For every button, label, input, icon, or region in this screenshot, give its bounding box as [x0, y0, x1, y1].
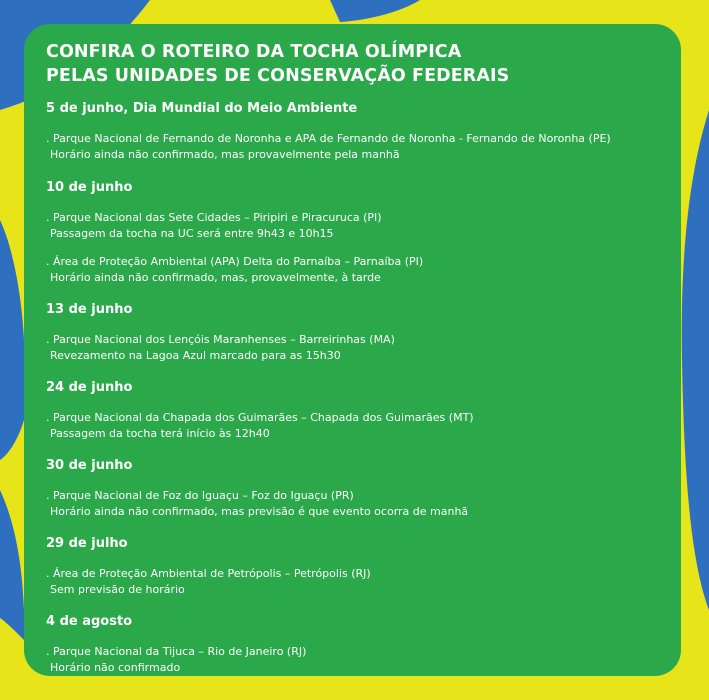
- list-item: [46, 410, 676, 442]
- section-date: 5 de junho, Dia Mundial do Meio Ambiente: [46, 101, 358, 116]
- section-date: 13 de junho: [46, 302, 133, 317]
- list-item: [46, 488, 676, 520]
- list-item: [46, 332, 676, 364]
- location-name: . Parque Nacional da Tijuca – Rio de Janeiro (RJ): [46, 645, 307, 658]
- itinerary-section: [46, 100, 676, 179]
- schedule-note: Horário não confirmado: [50, 661, 181, 674]
- location-name: . Parque Nacional dos Lençóis Maranhenses – Barreirinhas (MA): [46, 333, 395, 346]
- section-date: 4 de agosto: [46, 614, 133, 629]
- location-name: . Parque Nacional das Sete Cidades – Piripiri e Piracuruca (PI): [46, 211, 382, 224]
- location-name: . Parque Nacional da Chapada dos Guimarães – Chapada dos Guimarães (MT): [46, 411, 474, 424]
- schedule-note: Horário ainda não confirmado, mas provavelmente pela manhã: [50, 148, 400, 161]
- schedule-note: Horário ainda não confirmado, mas previsão é que evento ocorra de manhã: [50, 505, 469, 518]
- location-name: . Parque Nacional de Foz do Iguaçu – Foz do Iguaçu (PR): [46, 489, 354, 502]
- list-item: [46, 210, 676, 242]
- section-date: 10 de junho: [46, 180, 133, 195]
- list-item: [46, 254, 676, 286]
- itinerary-section: [46, 535, 676, 613]
- itinerary-section: [46, 379, 676, 457]
- list-item: [46, 566, 676, 598]
- schedule-note: Revezamento na Lagoa Azul marcado para as 15h30: [50, 349, 341, 362]
- schedule-note: Horário ainda não confirmado, mas, provavelmente, à tarde: [50, 271, 381, 284]
- section-date: 29 de julho: [46, 536, 128, 551]
- page-title: [46, 40, 509, 88]
- title-line: PELAS UNIDADES DE CONSERVAÇÃO FEDERAIS: [46, 66, 510, 86]
- location-name: . Área de Proteção Ambiental (APA) Delta do Parnaíba – Parnaíba (PI): [46, 255, 424, 268]
- itinerary-section: [46, 179, 676, 301]
- itinerary-section: [46, 613, 676, 691]
- section-date: 30 de junho: [46, 458, 133, 473]
- location-name: . Parque Nacional de Fernando de Noronha e APA de Fernando de Noronha - Fernando de Noronha (PE): [46, 132, 611, 145]
- list-item: [46, 644, 676, 676]
- schedule-note: Passagem da tocha na UC será entre 9h43 e 10h15: [50, 227, 334, 240]
- list-item: [46, 131, 676, 163]
- itinerary-card: [24, 24, 681, 676]
- itinerary-section: [46, 301, 676, 379]
- itinerary-list: [46, 100, 676, 691]
- title-line: CONFIRA O ROTEIRO DA TOCHA OLÍMPICA: [46, 42, 462, 62]
- schedule-note: Sem previsão de horário: [50, 583, 185, 596]
- schedule-note: Passagem da tocha terá início às 12h40: [50, 427, 270, 440]
- location-name: . Área de Proteção Ambiental de Petrópolis – Petrópolis (RJ): [46, 567, 371, 580]
- itinerary-section: [46, 457, 676, 535]
- section-date: 24 de junho: [46, 380, 133, 395]
